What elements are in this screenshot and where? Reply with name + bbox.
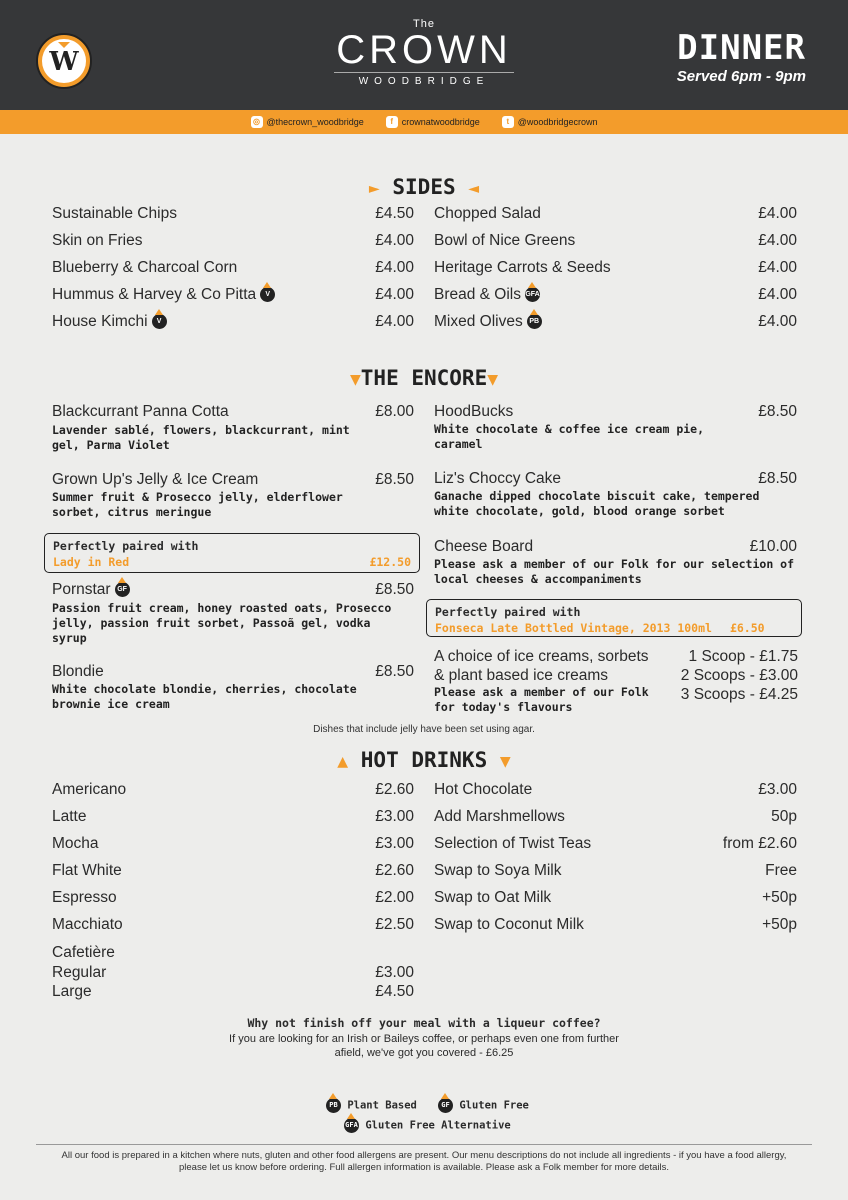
menu-item — [434, 286, 797, 304]
item-name: Large — [52, 983, 92, 1000]
liqueur-block — [0, 1016, 848, 1060]
item-description: White chocolate & coffee ice cream pie, caramel — [434, 422, 705, 451]
hot-drinks-title: HOT DRINKS — [360, 748, 488, 772]
item-price: £8.50 — [758, 470, 797, 487]
legend-plant-based — [322, 1098, 417, 1113]
item-price: £8.50 — [375, 471, 414, 488]
cafetiere-label: Cafetière — [52, 944, 115, 961]
item-name: Espresso — [52, 889, 117, 906]
agar-note: Dishes that include jelly have been set using agar. — [313, 724, 535, 735]
item-name: Americano — [52, 781, 127, 798]
sides-title: SIDES — [392, 175, 456, 199]
item-price: £4.50 — [375, 205, 414, 222]
up-arrow-icon: ▲ — [337, 751, 349, 772]
down-arrow-icon: ▼ — [487, 369, 499, 390]
item-name: Selection of Twist Teas — [434, 835, 592, 852]
item-description: White chocolate blondie, cherries, chocolate brownie ice cream — [52, 682, 357, 711]
item-price: £4.00 — [758, 232, 797, 249]
facebook-handle: crownatwoodbridge — [401, 117, 480, 127]
item-name: House Kimchi — [52, 313, 148, 330]
facebook-link[interactable] — [386, 116, 480, 128]
legend-gluten-free — [434, 1098, 529, 1113]
menu-item — [434, 916, 797, 934]
down-arrow-icon: ▼ — [499, 751, 511, 772]
scoop-price: 2 Scoops - £3.00 — [680, 667, 798, 684]
item-description: Summer fruit & Prosecco jelly, elderflower sorbet, citrus meringue — [52, 490, 343, 519]
pairing-price: £12.50 — [369, 555, 411, 569]
instagram-icon: ◎ — [251, 116, 263, 128]
item-name: Mocha — [52, 835, 99, 852]
item-price: £3.00 — [375, 835, 414, 852]
item-name: Pornstar — [52, 581, 111, 598]
brand-the: The — [413, 18, 435, 30]
menu-item — [52, 835, 414, 853]
menu-item — [52, 963, 414, 983]
item-name: Swap to Coconut Milk — [434, 916, 584, 933]
instagram-link[interactable] — [251, 116, 364, 128]
menu-item — [52, 916, 414, 934]
ice-cream-block — [434, 647, 674, 685]
item-description: Please ask a member of our Folk for our selection of local cheeses & accompaniments — [434, 557, 795, 586]
item-name: Regular — [52, 963, 107, 981]
item-price: £2.60 — [375, 862, 414, 879]
menu-item — [434, 835, 797, 853]
item-name: Mixed Olives — [434, 313, 523, 330]
item-name: Bread & Oils — [434, 286, 522, 303]
menu-item — [52, 471, 414, 489]
item-description: Lavender sablé, flowers, blackcurrant, mint gel, Parma Violet — [52, 423, 350, 452]
menu-item — [52, 808, 414, 826]
gluten-free-icon: GF — [115, 582, 130, 597]
item-name: Swap to Soya Milk — [434, 862, 562, 879]
logo-letter: W — [42, 39, 86, 83]
pairing-box — [426, 599, 802, 637]
served-hours: Served 6pm - 9pm — [676, 68, 806, 85]
facebook-icon: f — [386, 116, 398, 128]
liqueur-title: Why not finish off your meal with a liqueur coffee? — [247, 1016, 601, 1030]
menu-item — [52, 205, 414, 223]
menu-item — [52, 781, 414, 799]
item-price: £8.50 — [375, 581, 414, 598]
item-price: £4.00 — [375, 259, 414, 276]
item-name: Chopped Salad — [434, 205, 541, 222]
menu-item — [52, 581, 414, 599]
instagram-handle: @thecrown_woodbridge — [266, 117, 364, 127]
down-arrow-icon: ▼ — [349, 369, 361, 390]
item-price: £4.00 — [758, 313, 797, 330]
scoop-price: 1 Scoop - £1.75 — [688, 648, 798, 665]
item-name: Liz's Choccy Cake — [434, 470, 562, 487]
sides-heading — [0, 175, 848, 199]
twitter-link[interactable] — [502, 116, 598, 128]
item-name: Hot Chocolate — [434, 781, 533, 798]
item-price: £4.00 — [758, 259, 797, 276]
item-name: Skin on Fries — [52, 232, 143, 249]
item-price: £4.50 — [375, 983, 414, 1000]
item-price: £4.00 — [758, 205, 797, 222]
brand-location: WOODBRIDGE — [358, 76, 490, 87]
left-arrow-icon: ◄ — [468, 178, 480, 199]
item-price: +50p — [762, 916, 797, 933]
item-price: £4.00 — [375, 313, 414, 330]
gluten-free-alternative-icon: GFA — [344, 1118, 359, 1133]
cafetiere-block — [52, 943, 414, 1002]
menu-item — [434, 232, 797, 250]
item-name: Blueberry & Charcoal Corn — [52, 259, 238, 276]
ice-cream-line1: A choice of ice creams, sorbets — [434, 648, 649, 665]
item-price: £10.00 — [749, 538, 797, 555]
item-name: Cheese Board — [434, 538, 534, 555]
item-name: Latte — [52, 808, 87, 825]
brand-wordmark — [324, 18, 524, 87]
menu-item — [52, 259, 414, 277]
menu-item — [52, 286, 414, 304]
menu-item — [434, 470, 797, 488]
menu-item — [434, 259, 797, 277]
menu-item — [434, 403, 797, 421]
pairing-drink: Fonseca Late Bottled Vintage, 2013 100ml — [435, 621, 712, 635]
scoop-prices — [660, 647, 798, 704]
menu-item — [434, 889, 797, 907]
pairing-box — [44, 533, 420, 573]
item-description: Ganache dipped chocolate biscuit cake, tempered white chocolate, gold, blood orange sorbet — [434, 489, 760, 518]
menu-item — [434, 205, 797, 223]
menu-item — [434, 781, 797, 799]
menu-title: DINNER — [677, 28, 806, 68]
pairing-drink: Lady in Red — [53, 555, 130, 569]
encore-heading — [0, 366, 848, 390]
menu-item — [52, 403, 414, 421]
menu-item — [434, 538, 797, 556]
legend-gluten-free-alternative — [340, 1118, 511, 1133]
item-name: Bowl of Nice Greens — [434, 232, 576, 249]
menu-item — [52, 313, 414, 331]
legend-label: Plant Based — [347, 1099, 417, 1112]
item-price: £8.00 — [375, 403, 414, 420]
vegan-icon: V — [260, 287, 275, 302]
twitter-icon: t — [502, 116, 514, 128]
item-name: HoodBucks — [434, 403, 514, 420]
item-price: from £2.60 — [722, 835, 797, 852]
pairing-label: Perfectly paired with — [53, 539, 199, 553]
vegan-icon: V — [152, 314, 167, 329]
plant-based-icon: PB — [527, 314, 542, 329]
item-price: £2.60 — [375, 781, 414, 798]
item-price: £2.50 — [375, 916, 414, 933]
item-price: +50p — [762, 889, 797, 906]
brand-name: CROWN — [336, 28, 512, 72]
pairing-label: Perfectly paired with — [435, 605, 581, 619]
item-price: £4.00 — [758, 286, 797, 303]
item-price: £3.00 — [758, 781, 797, 798]
item-price: £4.00 — [375, 232, 414, 249]
item-price: £8.50 — [375, 663, 414, 680]
item-price: 50p — [771, 808, 797, 825]
item-name: Flat White — [52, 862, 122, 879]
item-price: £4.00 — [375, 286, 414, 303]
item-name: Blackcurrant Panna Cotta — [52, 403, 229, 420]
social-bar — [0, 110, 848, 134]
footer-divider — [36, 1144, 812, 1145]
scoop-price: 3 Scoops - £4.25 — [680, 686, 798, 703]
plant-based-icon: PB — [326, 1098, 341, 1113]
legend-label: Gluten Free — [459, 1099, 529, 1112]
menu-item — [434, 808, 797, 826]
menu-item — [52, 862, 414, 880]
item-name: Heritage Carrots & Seeds — [434, 259, 611, 276]
item-price: Free — [765, 862, 797, 879]
item-price: £2.00 — [375, 889, 414, 906]
menu-item — [52, 982, 414, 1002]
crown-logo-icon — [36, 33, 92, 89]
menu-item — [434, 313, 797, 331]
ice-cream-description: Please ask a member of our Folk for today's flavours — [434, 685, 649, 714]
item-name: Swap to Oat Milk — [434, 889, 552, 906]
pairing-price: £6.50 — [729, 621, 765, 635]
liqueur-text: If you are looking for an Irish or Baileys coffee, or perhaps even one from further afield, we've got you covered - £6.25 — [229, 1033, 619, 1059]
right-arrow-icon: ► — [368, 178, 380, 199]
encore-title: THE ENCORE — [360, 366, 488, 390]
item-description: Passion fruit cream, honey roasted oats, Prosecco jelly, passion fruit sorbet, Passoã gel, vodka syrup — [52, 601, 392, 645]
gluten-free-icon: GF — [438, 1098, 453, 1113]
legend-label: Gluten Free Alternative — [365, 1119, 511, 1132]
header-bar — [0, 0, 848, 110]
menu-item — [52, 889, 414, 907]
item-price: £3.00 — [375, 808, 414, 825]
item-price: £8.50 — [758, 403, 797, 420]
item-price: £3.00 — [375, 963, 414, 981]
twitter-handle: @woodbridgecrown — [517, 117, 598, 127]
gluten-free-alternative-icon: GFA — [525, 287, 540, 302]
menu-item — [52, 663, 414, 681]
hot-drinks-heading — [0, 748, 848, 772]
menu-item — [52, 232, 414, 250]
item-name: Add Marshmellows — [434, 808, 565, 825]
allergen-footer: All our food is prepared in a kitchen where nuts, gluten and other food allergens are present. Our menu descriptions do not include all ingredients - if you have a food allergy, please let us know before ordering. Full allergen information is available. Please ask a Folk member for more details. — [61, 1150, 787, 1173]
menu-title-block — [677, 30, 806, 85]
item-name: Blondie — [52, 663, 104, 680]
item-name: Hummus & Harvey & Co Pitta — [52, 286, 257, 303]
item-name: Grown Up's Jelly & Ice Cream — [52, 471, 259, 488]
item-name: Macchiato — [52, 916, 123, 933]
item-name: Sustainable Chips — [52, 205, 177, 222]
menu-item — [434, 862, 797, 880]
ice-cream-line2: & plant based ice creams — [434, 667, 609, 684]
